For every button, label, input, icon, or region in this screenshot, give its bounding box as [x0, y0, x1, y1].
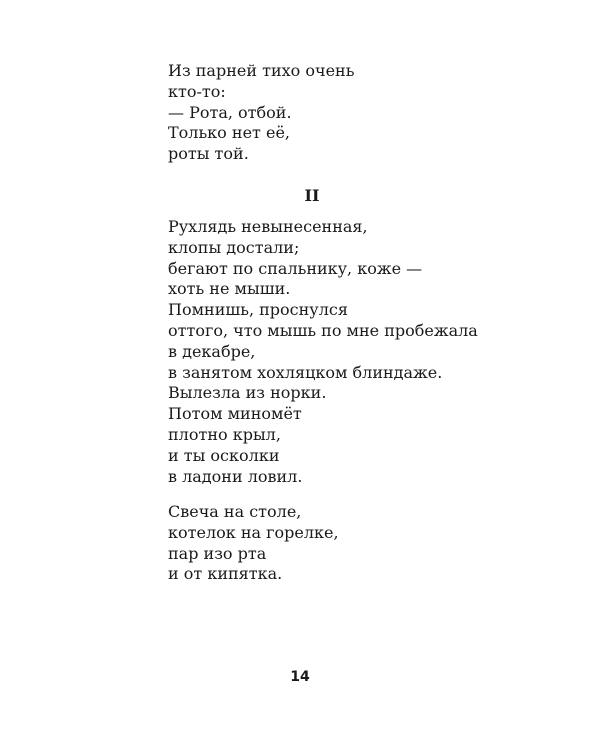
- poem-line: Из парней тихо очень: [168, 61, 355, 80]
- poem-line: в декабре,: [168, 341, 256, 361]
- poem-line: — Рота, отбой.: [168, 102, 292, 122]
- poem-line: хоть не мыши.: [168, 279, 291, 299]
- poem-line: клопы достали;: [168, 237, 300, 257]
- poem-line: Помнишь, проснулся: [168, 300, 348, 320]
- poem-line: оттого, что мышь по мне пробежала: [168, 320, 478, 340]
- poem-line: в занятом хохляцком блиндаже.: [168, 362, 443, 382]
- stanza-2: [168, 217, 478, 487]
- page-number: 14: [290, 669, 310, 685]
- section-heading: II: [304, 186, 320, 205]
- stanza-1: [168, 61, 354, 165]
- poem-line: в ладони ловил.: [168, 466, 303, 486]
- poem-line: и от кипятка.: [168, 564, 283, 584]
- poem-line: плотно крыл,: [168, 424, 281, 444]
- poem-line: котелок на горелке,: [168, 522, 339, 542]
- poem-line: Потом миномёт: [168, 404, 302, 424]
- poem-line: Только нет её,: [168, 123, 290, 143]
- poem-line: роты той.: [168, 144, 249, 164]
- poem-line: Свеча на столе,: [168, 502, 302, 521]
- poem-line: бегают по спальнику, коже —: [168, 258, 423, 278]
- poem-line: Вылезла из норки.: [168, 383, 327, 403]
- poem-line: и ты осколки: [168, 445, 280, 465]
- poem-line: пар изо рта: [168, 543, 267, 563]
- poem-line: кто-то:: [168, 81, 226, 101]
- poem-line: Рухлядь невынесенная,: [168, 217, 368, 236]
- stanza-3: [168, 502, 339, 585]
